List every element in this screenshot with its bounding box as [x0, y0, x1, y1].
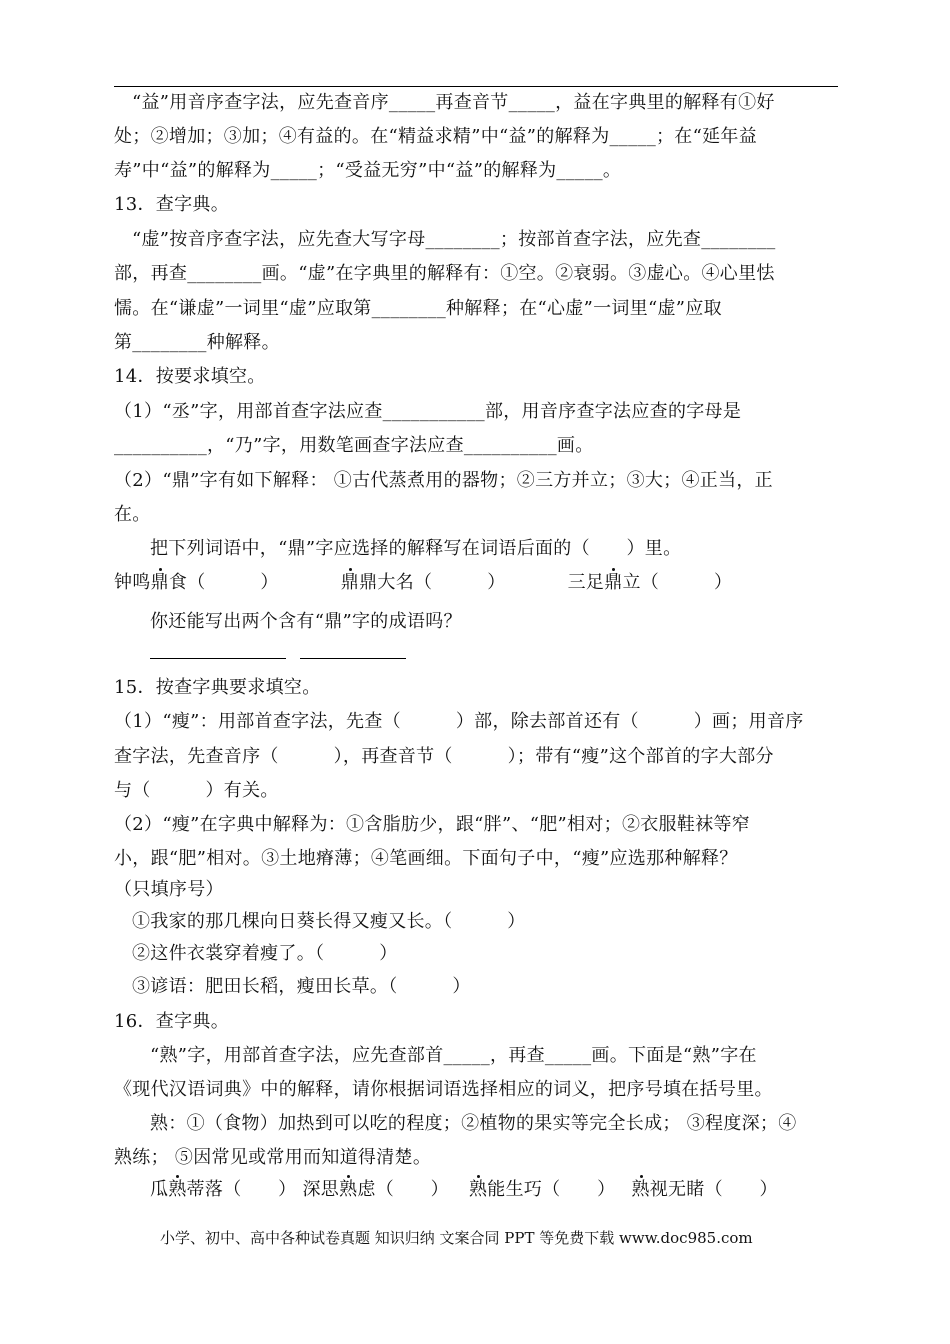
question-heading: 14．按要求填空。	[114, 366, 266, 387]
text-line: 寿”中“益”的解释为_____；“受益无穷”中“益”的解释为_____。	[114, 160, 622, 181]
text-line: 处；②增加；③加；④有益的。在“精益求精”中“益”的解释为_____；在“延年益	[114, 126, 758, 147]
dotted-char: 鼎	[150, 572, 169, 593]
dotted-char: 熟	[631, 1179, 650, 1200]
text-line: 把下列词语中，“鼎”字应选择的解释写在词语后面的（ ）里。	[150, 538, 682, 559]
question-heading: 16．查字典。	[114, 1011, 230, 1032]
text-line: ③谚语：肥田长稻，瘦田长草。（ ）	[132, 976, 471, 997]
text-line: “益”用音序查字法，应先查音序_____再查音节_____，益在字典里的解释有①好	[132, 92, 775, 113]
answer-blank	[150, 658, 286, 659]
word-row	[114, 571, 732, 595]
text-line: 熟：①（食物）加热到可以吃的程度；②植物的果实等完全长成； ③程度深；④	[150, 1113, 797, 1134]
text-line: 懦。在“谦虚”一词里“虚”应取第________种解释；在“心虚”一词里“虚”应取	[114, 298, 722, 319]
word-row	[150, 1178, 778, 1202]
text-line: 《现代汉语词典》中的解释，请你根据词语选择相应的词义，把序号填在括号里。	[114, 1079, 773, 1100]
question-heading: 15．按查字典要求填空。	[114, 677, 321, 698]
dotted-char: 熟	[468, 1179, 488, 1200]
dotted-char: 熟	[339, 1179, 358, 1200]
text-line: 与（ ）有关。	[114, 780, 279, 801]
text-line: 熟练； ⑤因常见或常用而知道得清楚。	[114, 1147, 432, 1168]
word-item: 熟视无睹（ ）	[631, 1179, 778, 1200]
page-footer: 小学、初中、高中各种试卷真题 知识归纳 文案合同 PPT 等免费下载 www.doc985.com	[160, 1229, 753, 1247]
text-line: （1）“丞”字，用部首查字法应查___________部，用音序查字法应查的字母是	[114, 401, 742, 422]
text-line: 在。	[114, 504, 151, 525]
text-line: （2）“鼎”字有如下解释： ①古代蒸煮用的器物；②三方并立；③大；④正当，正	[114, 470, 773, 491]
word-item: 三足鼎立（ ）	[567, 572, 733, 593]
word-item: 深思熟虑（ ）	[302, 1179, 449, 1200]
text-line: “虚”按音序查字法，应先查大写字母________；按部首查字法，应先查________	[132, 229, 776, 250]
text-line: （1）“瘦”：用部首查字法，先查（ ）部，除去部首还有（ ）画；用音序	[114, 711, 804, 732]
dotted-char: 鼎	[604, 572, 623, 593]
header-rule	[114, 86, 838, 87]
dotted-char: 鼎	[340, 572, 360, 593]
answer-blank	[300, 658, 406, 659]
text-line: 查字法，先查音序（ ），再查音节（ ）；带有“瘦”这个部首的字大部分	[114, 746, 774, 767]
word-item: 钟鸣鼎食（ ）	[114, 572, 279, 593]
question-heading: 13．查字典。	[114, 194, 230, 215]
text-line: “熟”字，用部首查字法，应先查部首_____，再查_____画。下面是“熟”字在	[150, 1045, 757, 1066]
text-line: （只填序号）	[114, 879, 224, 900]
word-item: 熟能生巧（ ）	[468, 1179, 616, 1200]
text-line: 你还能写出两个含有“鼎”字的成语吗？	[150, 611, 462, 632]
text-line: 小，跟“肥”相对。③土地瘠薄；④笔画细。下面句子中，“瘦”应选那种解释？	[114, 848, 738, 869]
text-line: ②这件衣裳穿着瘦了。（ ）	[132, 943, 398, 964]
word-item: 瓜熟蒂落（ ）	[150, 1179, 297, 1200]
text-line: ①我家的那几棵向日葵长得又瘦又长。（ ）	[132, 911, 526, 932]
dotted-char: 熟	[168, 1179, 187, 1200]
word-item: 鼎鼎大名（ ）	[340, 572, 506, 593]
text-line: 部，再查________画。“虚”在字典里的解释有：①空。②衰弱。③虚心。④心里怯	[114, 263, 775, 284]
text-line: （2）“瘦”在字典中解释为：①含脂肪少，跟“胖”、“肥”相对；②衣服鞋袜等窄	[114, 814, 751, 835]
text-line: __________，“乃”字，用数笔画查字法应查__________画。	[114, 435, 594, 456]
text-line: 第________种解释。	[114, 332, 280, 353]
